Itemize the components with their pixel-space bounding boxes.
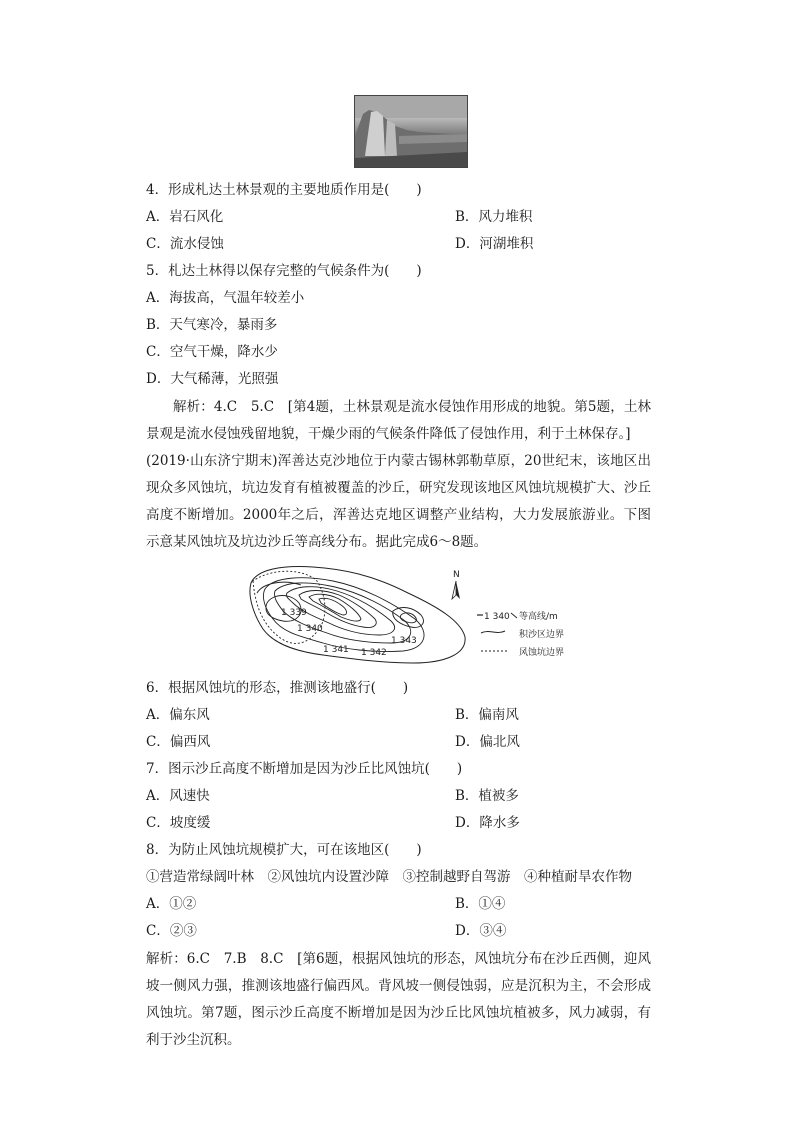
question-4-stem: 4．形成札达土林景观的主要地质作用是( ) (146, 182, 422, 198)
contour-label-1343: 1 343 (391, 636, 417, 646)
q8-option-c: C．②③ (146, 923, 197, 939)
question-6-stem: 6．根据风蚀坑的形态，推测该地盛行( ) (146, 680, 409, 696)
q8-option-d: D．③④ (455, 923, 507, 939)
contour-label-1341: 1 341 (323, 645, 349, 655)
q4-option-a: A．岩石风化 (146, 209, 224, 225)
q4-option-d: D．河湖堆积 (455, 236, 534, 252)
q7-option-a: A．风速快 (146, 788, 210, 804)
q5-option-c: C．空气干燥，降水少 (146, 344, 278, 360)
question-5-stem: 5．札达土林得以保存完整的气候条件为( ) (146, 263, 422, 279)
q4-option-c: C．流水侵蚀 (146, 236, 224, 252)
north-arrow-icon (452, 570, 460, 599)
q8-items: ①营造常绿阔叶林 ②风蚀坑内设置沙障 ③控制越野自驾游 ④种植耐旱农作物 (146, 869, 632, 885)
q5-option-d: D．大气稀薄，光照强 (146, 371, 279, 387)
q6-option-d: D．偏北风 (455, 734, 520, 750)
q8-option-a: A．①② (146, 896, 197, 912)
intro-paragraph: (2019·山东济宁期末)浑善达克沙地位于内蒙古锡林郭勒草原，20世纪末，该地区出现众多风蚀坑，坑边发育有植被覆盖的沙丘，研究发现该地区风蚀坑规模扩大、沙丘高度不断增加。2000年之后，浑善达克地区调整产业结构，大力发展旅游业。下图示意某风蚀坑及坑边沙丘等高线分布。据此完成6～8题。 (146, 453, 651, 550)
analysis-6-8: 解析：6.C 7.B 8.C [第6题，根据风蚀坑的形态，风蚀坑分布在沙丘西侧，迎风坡一侧风力强，推测该地盛行偏西风。背风坡一侧侵蚀弱，应是沉积为主，不会形成风蚀坑。第7题，图示沙丘高度不断增加是因为沙丘比风蚀坑植被多，风力减弱，有利于沙尘沉积。 (146, 951, 651, 1048)
legend-contour-value: 1 340 (484, 612, 510, 622)
contour-label-1339: 1 339 (281, 608, 307, 618)
q8-option-b: B．①④ (455, 896, 506, 912)
question-7-stem: 7．图示沙丘高度不断增加是因为沙丘比风蚀坑( ) (146, 761, 463, 777)
north-label: N (453, 570, 460, 580)
q7-option-b: B．植被多 (455, 788, 519, 804)
q5-option-a: A．海拔高，气温年较差小 (146, 290, 305, 306)
legend-dune-boundary: 积沙区边界 (519, 630, 565, 640)
q7-option-c: C．坡度缓 (146, 815, 211, 831)
q5-option-b: B．天气寒冷，暴雨多 (146, 317, 278, 333)
question-8-stem: 8．为防止风蚀坑规模扩大，可在该地区( ) (146, 842, 422, 858)
legend-contour: 等高线/m (519, 612, 558, 622)
analysis-4-5: 解析：4.C 5.C [第4题，土林景观是流水侵蚀作用形成的地貌。第5题，土林景观是流水侵蚀残留地貌，干燥少雨的气候条件降低了侵蚀作用，利于土林保存。] (146, 399, 651, 442)
q6-option-b: B．偏南风 (455, 707, 519, 723)
contour-label-1342: 1 342 (361, 648, 387, 658)
legend-pit-boundary: 风蚀坑边界 (519, 648, 565, 658)
q6-option-a: A．偏东风 (146, 707, 210, 723)
earth-forest-photo (354, 95, 468, 168)
contour-label-1340: 1 340 (297, 624, 323, 634)
wind-erosion-pit-contour-map (243, 563, 588, 667)
q6-option-c: C．偏西风 (146, 734, 211, 750)
map-legend (477, 610, 564, 658)
q7-option-d: D．降水多 (455, 815, 520, 831)
q4-option-b: B．风力堆积 (455, 209, 533, 225)
